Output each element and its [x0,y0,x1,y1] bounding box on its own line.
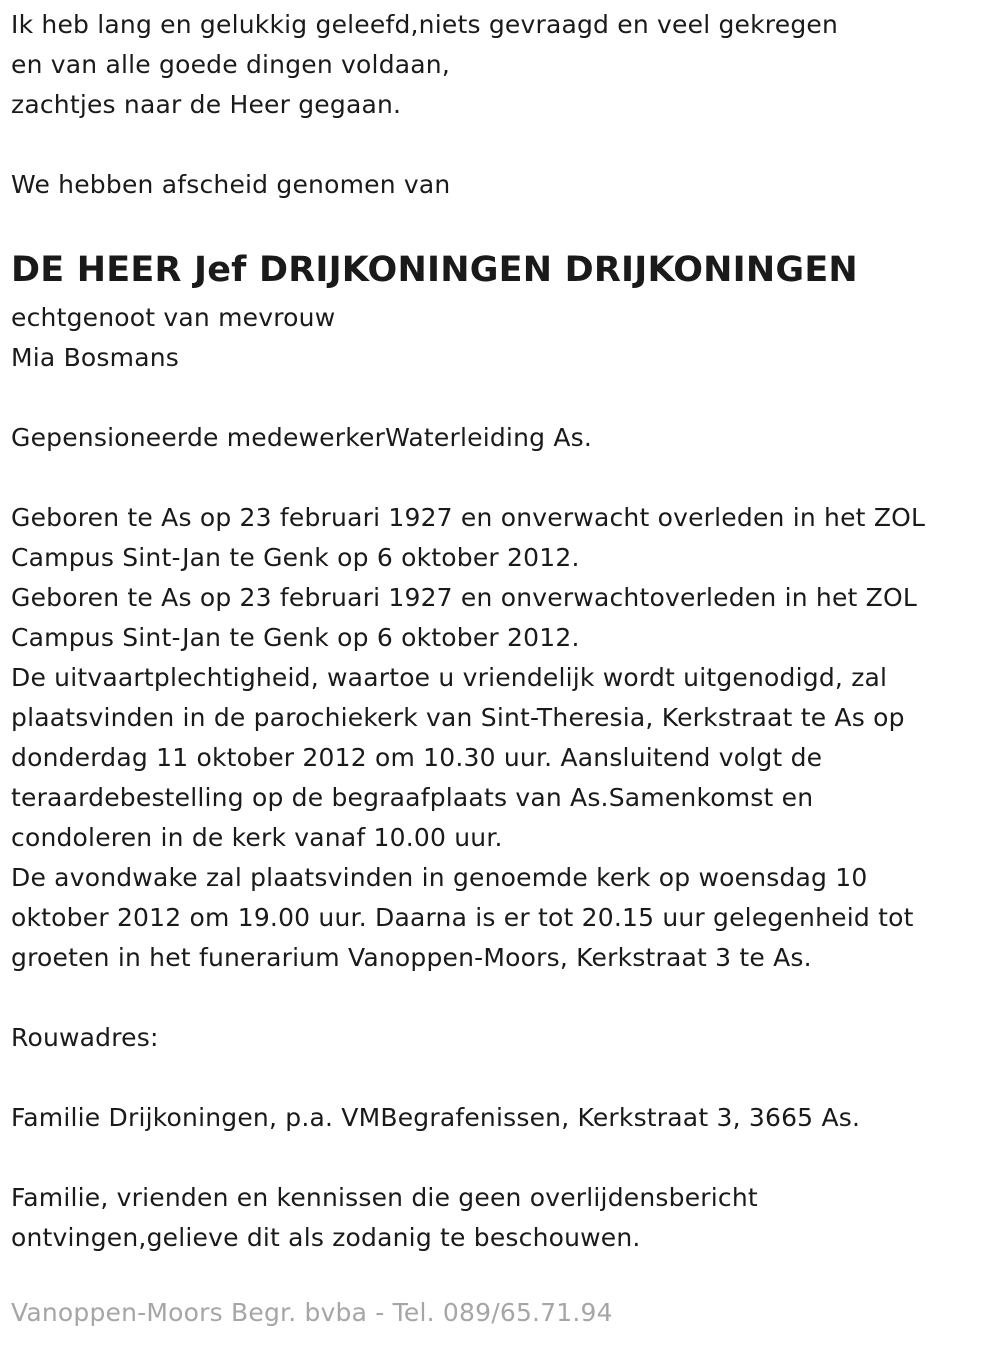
details-line: Geboren te As op 23 februari 1927 en onverwachtoverleden in het ZOL [11,583,918,612]
poem [11,5,991,125]
intro-text: We hebben afscheid genomen van [11,170,451,199]
funeral-home-footer: Vanoppen-Moors Begr. bvba - Tel. 089/65.71.94 [11,1298,613,1327]
poem-line: zachtjes naar de Heer gegaan. [11,90,402,119]
details-line: Campus Sint-Jan te Genk op 6 oktober 2012. [11,623,580,652]
spouse-line: echtgenoot van mevrouw [11,303,336,332]
poem-line: en van alle goede dingen voldaan, [11,50,450,79]
details-paragraph [11,498,991,978]
details-line: condoleren in de kerk vanaf 10.00 uur. [11,823,503,852]
details-line: Campus Sint-Jan te Genk op 6 oktober 2012. [11,543,580,572]
details-line: De uitvaartplechtigheid, waartoe u vriendelijk wordt uitgenodigd, zal [11,663,888,692]
occupation: Gepensioneerde medewerkerWaterleiding As. [11,423,593,452]
address: Familie Drijkoningen, p.a. VMBegrafenissen, Kerkstraat 3, 3665 As. [11,1103,861,1132]
details-line: Geboren te As op 23 februari 1927 en onverwacht overleden in het ZOL [11,503,926,532]
notice-paragraph [11,1178,991,1258]
details-line: donderdag 11 oktober 2012 om 10.30 uur. Aansluitend volgt de [11,743,823,772]
details-line: oktober 2012 om 19.00 uur. Daarna is er tot 20.15 uur gelegenheid tot [11,903,914,932]
details-line: teraardebestelling op de begraafplaats van As.Samenkomst en [11,783,814,812]
poem-line: Ik heb lang en gelukkig geleefd,niets gevraagd en veel gekregen [11,10,839,39]
notice-line: ontvingen,gelieve dit als zodanig te beschouwen. [11,1223,641,1252]
spouse-name: Mia Bosmans [11,343,179,372]
details-line: groeten in het funerarium Vanoppen-Moors, Kerkstraat 3 te As. [11,943,812,972]
details-line: plaatsvinden in de parochiekerk van Sint-Theresia, Kerkstraat te As op [11,703,905,732]
obituary-notice [11,5,991,1258]
address-label: Rouwadres: [11,1023,159,1052]
notice-line: Familie, vrienden en kennissen die geen overlijdensbericht [11,1183,758,1212]
deceased-name: DE HEER Jef DRIJKONINGEN DRIJKONINGEN [11,250,858,290]
details-line: De avondwake zal plaatsvinden in genoemde kerk op woensdag 10 [11,863,868,892]
